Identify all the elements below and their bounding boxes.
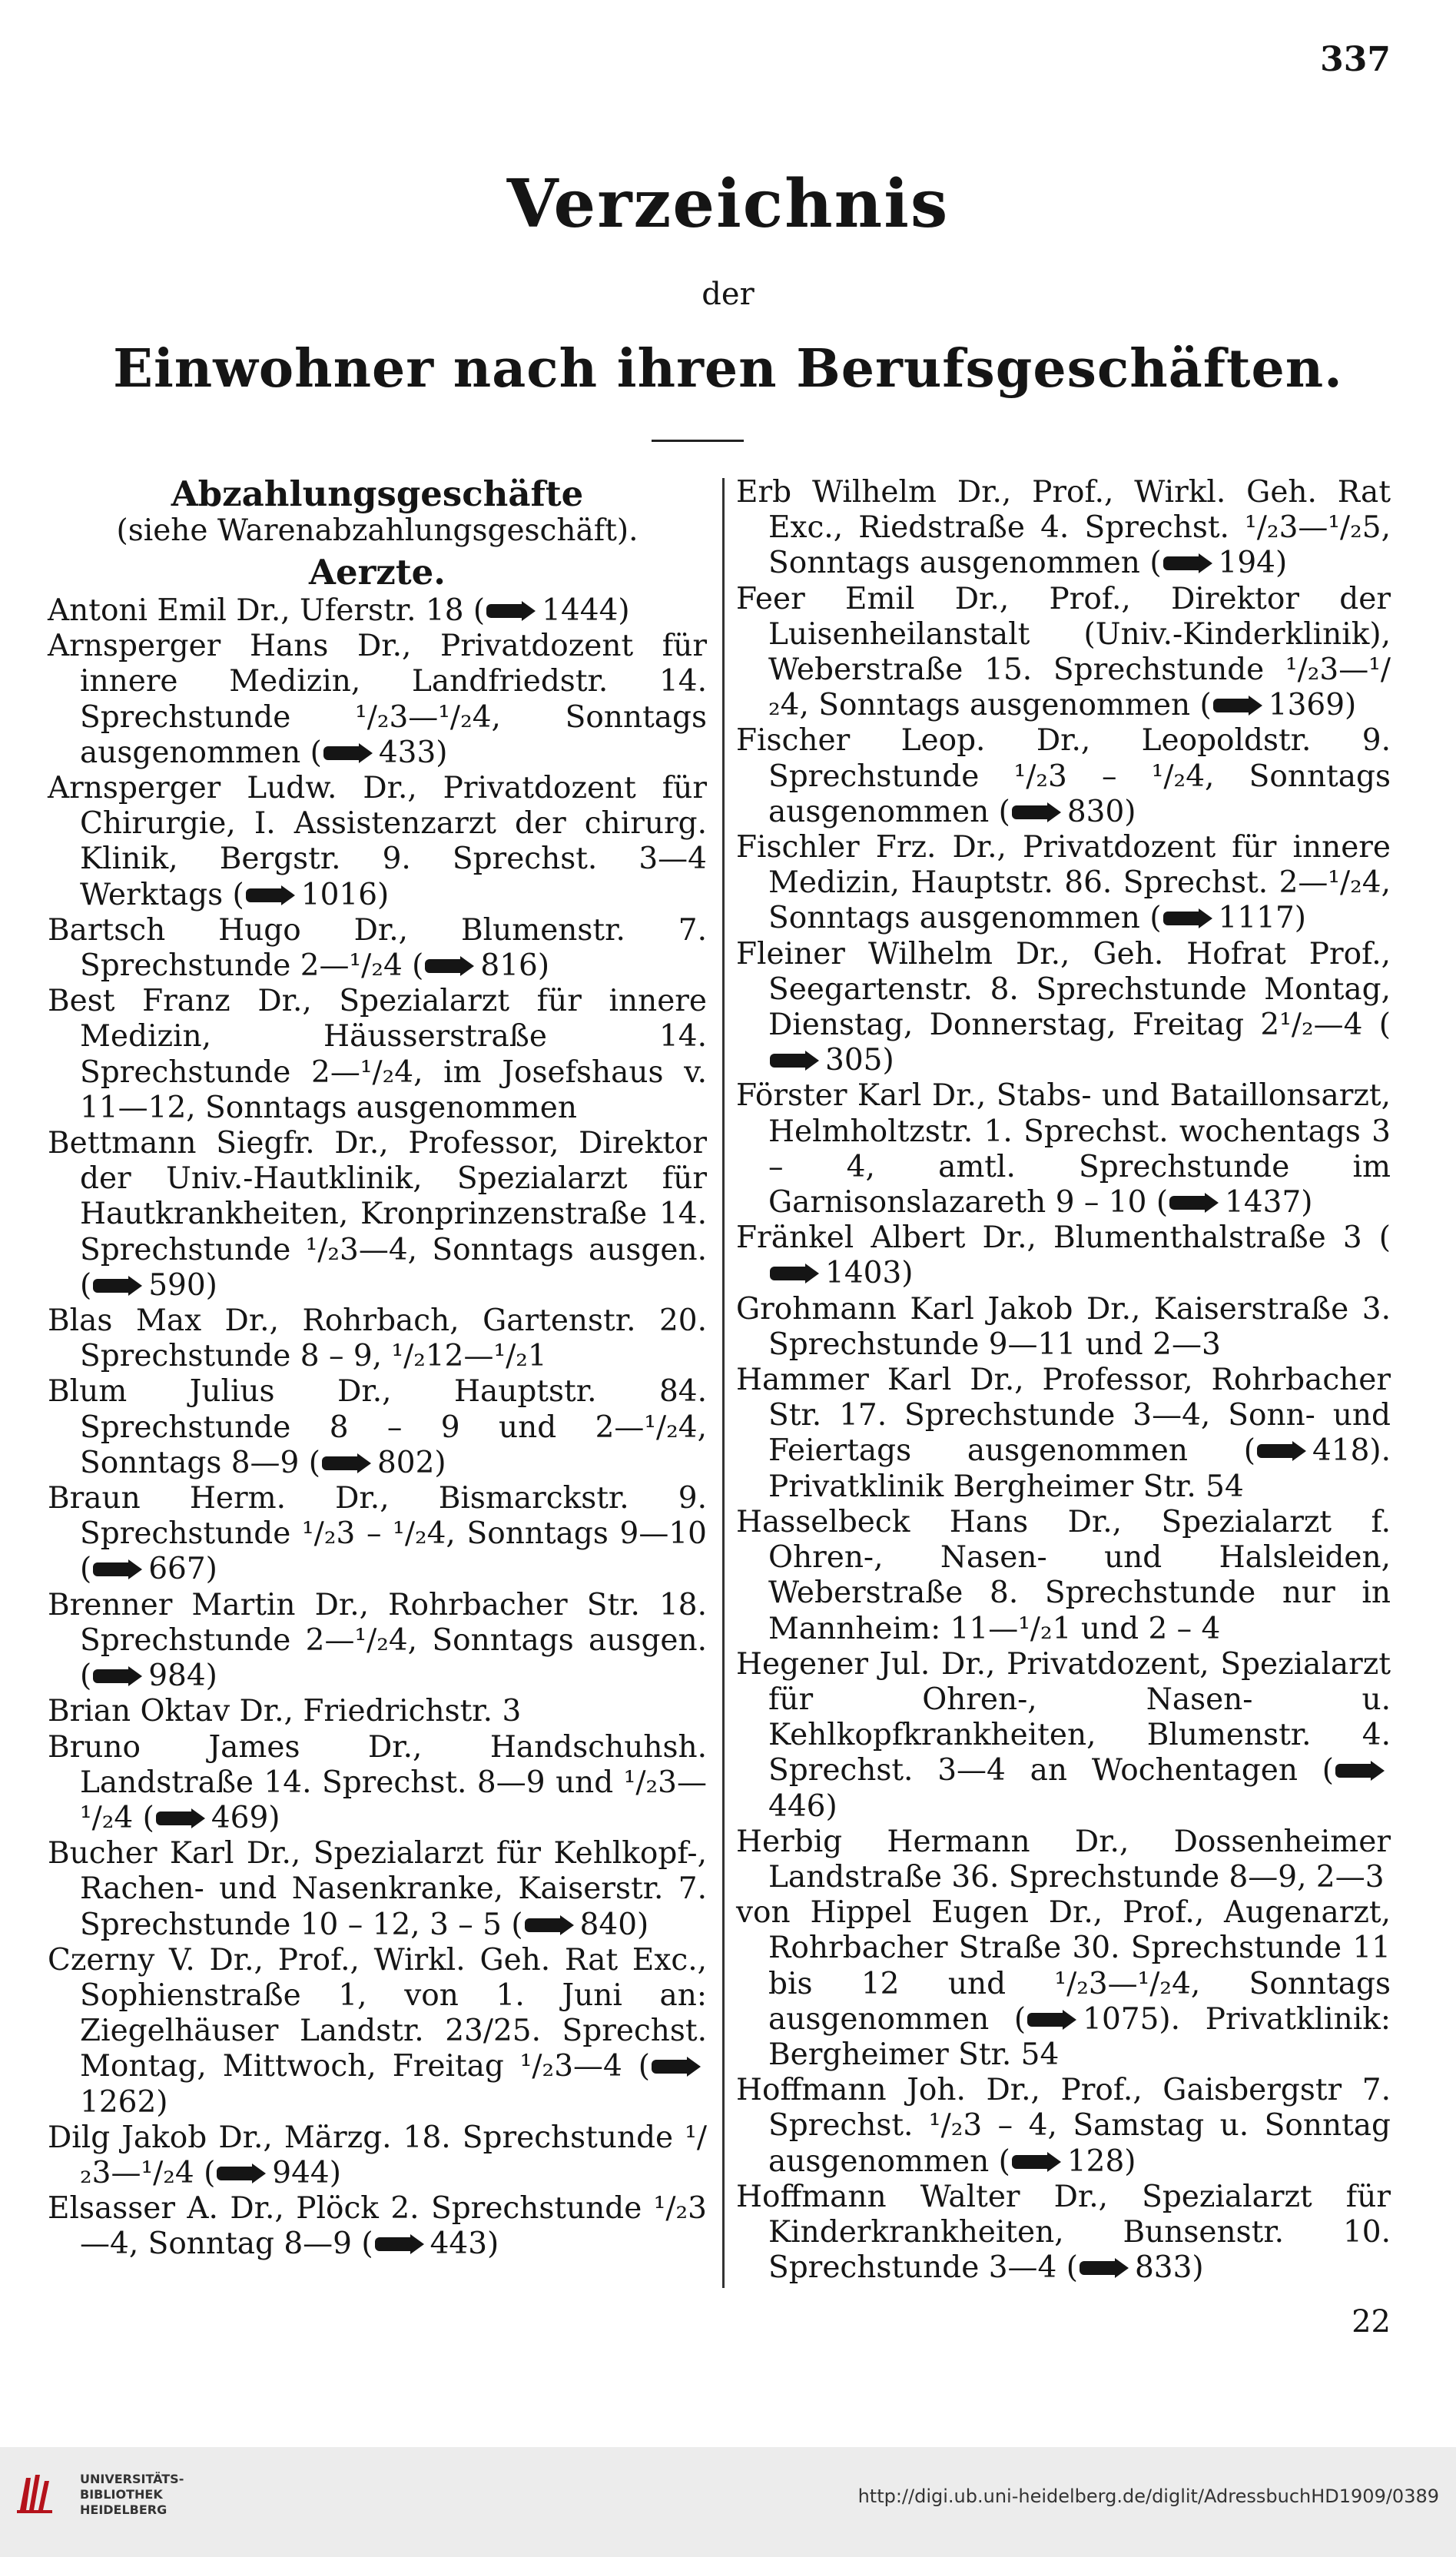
entry-text: Braun Herm. Dr., Bismarckstr. 9. Sprechstunde ¹/₂3 – ¹/₂4, Sonntags 9—10 ( [48,1481,707,1587]
entry-phone: 840) [579,1907,649,1942]
telephone-icon [246,884,297,907]
telephone-icon [770,1262,821,1285]
entry-phone: 469) [211,1800,280,1835]
entry-text: Arnsperger Ludw. Dr., Privatdozent für Chirurgie, I. Assistenzarzt der chirurg. Klinik, Bergstr. 9. Sprechst. 3—4 Werktags ( [48,771,707,912]
library-footer [0,2447,1456,2557]
entry-phone: 1117) [1218,901,1307,936]
entry-phone: 446) [768,1788,837,1824]
telephone-icon [1012,2150,1063,2173]
telephone-icon [770,1049,821,1072]
library-name-line: BIBLIOTHEK [80,2487,163,2502]
entry-text: Dilg Jakob Dr., Märzg. 18. Sprechstunde ¹/₂3—¹/₂4 ( [48,2120,707,2190]
entry-text: Blas Max Dr., Rohrbach, Gartenstr. 20. Sprechstunde 8 – 9, ¹/₂12—¹/₂1 [48,1303,707,1374]
entry-text: von Hippel Eugen Dr., Prof., Augenarzt, Rohrbacher Straße 30. Sprechstunde 11 bis 12 und ¹/₂3—¹/₂4, Sonntags ausgenommen ( [736,1895,1391,2037]
directory-entry [48,593,707,629]
entry-text: Herbig Hermann Dr., Dossenheimer Landstraße 36. Sprechstunde 8—9, 2—3 [736,1824,1391,1895]
directory-entry [736,2180,1391,2286]
entry-text: Arnsperger Hans Dr., Privatdozent für innere Medizin, Landfriedstr. 14. Sprechstunde ¹/₂3—¹/₂4, Sonntags ausgenommen ( [48,629,707,770]
entry-phone: 816) [480,948,550,984]
entry-phone: 1262) [80,2084,168,2120]
left-entry-list [48,593,707,2263]
entry-text: Hoffmann Joh. Dr., Prof., Gaisbergstr 7. Sprechst. ¹/₂3 – 4, Samstag u. Sonntag ausgenommen ( [736,2073,1391,2179]
directory-entry [48,1481,707,1588]
directory-entry [48,629,707,771]
entry-phone: 830) [1066,794,1136,829]
left-column [48,475,707,2263]
directory-entry [736,582,1391,724]
directory-entry [736,1895,1391,2073]
directory-entry [736,1078,1391,1220]
library-name-line: UNIVERSITÄTS- [80,2472,184,2486]
directory-entry [48,913,707,984]
title-connector: der [701,277,755,312]
telephone-icon [1012,801,1063,824]
entry-text: Fränkel Albert Dr., Blumenthalstraße 3 ( [736,1220,1391,1256]
directory-entry [736,1292,1391,1363]
entry-text: Brian Oktav Dr., Friedrichstr. 3 [48,1694,522,1729]
directory-entry [48,2191,707,2262]
entry-text: Hoffmann Walter Dr., Spezialarzt für Kinderkrankheiten, Bunsenstr. 10. Sprechstunde 3—4 ( [736,2179,1391,2286]
right-column [736,475,1391,2286]
entry-phone: 305) [825,1043,894,1078]
entry-phone: 944) [272,2155,341,2190]
telephone-icon [217,2162,267,2185]
telephone-icon [93,1274,144,1297]
directory-entry [736,1647,1391,1825]
entry-text: Hammer Karl Dr., Professor, Rohrbacher Str. 17. Sprechstunde 3—4, Sonn- und Feiertags ausgenommen ( [736,1363,1391,1469]
entry-text: Fleiner Wilhelm Dr., Geh. Hofrat Prof., Seegartenstr. 8. Sprechstunde Montag, Dienstag, Donnerstag, Freitag 2¹/₂—4 ( [736,936,1391,1043]
library-name-line: HEIDELBERG [80,2502,167,2517]
entry-text: Blum Julius Dr., Hauptstr. 84. Sprechstunde 8 – 9 und 2—¹/₂4, Sonntags 8—9 ( [48,1374,707,1480]
entry-text: Bucher Karl Dr., Spezialarzt für Kehlkopf-, Rachen- und Nasenkranke, Kaiserstr. 7. Sprechstunde 10 – 12, 3 – 5 ( [48,1836,707,1942]
directory-entry [48,1374,707,1481]
telephone-icon [323,742,374,765]
section-heading-aerzte: Aerzte. [309,552,446,593]
directory-entry [736,1825,1391,1895]
directory-entry [48,1126,707,1303]
page-subtitle: Einwohner nach ihren Berufsgeschäften. [113,338,1343,400]
entry-phone: 1016) [300,877,390,912]
source-url-link[interactable]: http://digi.ub.uni-heidelberg.de/diglit/AdressbuchHD1909/0389 [857,2486,1439,2507]
library-name [80,2472,184,2518]
directory-entry [736,830,1391,937]
entry-text: Fischler Frz. Dr., Privatdozent für innere Medizin, Hauptstr. 86. Sprechst. 2—¹/₂4, Sonntags ausgenommen ( [736,830,1391,936]
entry-phone: 418). Privatklinik Bergheimer Str. 54 [768,1433,1391,1504]
entry-text: Erb Wilhelm Dr., Prof., Wirkl. Geh. Rat Exc., Riedstraße 4. Sprechst. ¹/₂3—¹/₂5, Sonntags ausgenommen ( [736,475,1391,581]
telephone-icon [156,1807,207,1830]
entry-phone: 833) [1134,2250,1204,2286]
page-title: Verzeichnis [506,165,950,243]
directory-entry [736,1363,1391,1505]
entry-text: Best Franz Dr., Spezialarzt für innere Medizin, Häusserstraße 14. Sprechstunde 2—¹/₂4, im Josefshaus v. 11—12, Sonntags ausgenommen [48,984,707,1125]
telephone-icon [1163,907,1214,930]
telephone-icon [1027,2008,1078,2031]
telephone-icon [652,2055,702,2078]
directory-entry [736,723,1391,830]
entry-phone: 128) [1066,2144,1136,2179]
directory-entry [48,984,707,1126]
entry-phone: 1403) [825,1256,914,1291]
entry-phone: 1444) [542,593,630,628]
section-reference: (siehe Warenabzahlungsgeschäft). [116,513,638,548]
entry-text: Grohmann Karl Jakob Dr., Kaiserstraße 3. Sprechstunde 9—11 und 2—3 [736,1291,1391,1362]
entry-text: Hasselbeck Hans Dr., Spezialarzt f. Ohren-, Nasen- und Halsleiden, Weberstraße 8. Sprechstunde nur in Mannheim: 11—¹/₂1 und 2 – 4 [736,1504,1391,1646]
telephone-icon [1257,1440,1308,1463]
entry-text: Förster Karl Dr., Stabs- und Bataillonsarzt, Helmholtzstr. 1. Sprechst. wochentags 3 – 4, amtl. Sprechstunde im Garnisonslazareth 9 – 10 ( [736,1078,1391,1220]
directory-entry [48,1943,707,2120]
title-rule [652,440,744,442]
directory-entry [48,1730,707,1837]
entry-text: Hegener Jul. Dr., Privatdozent, Spezialarzt für Ohren-, Nasen- u. Kehlkopfkrankheiten, Blumenstr. 4. Sprechst. 3—4 an Wochentagen ( [736,1646,1391,1788]
column-divider [722,478,725,2288]
entry-phone: 194) [1218,546,1288,581]
telephone-icon [486,599,537,623]
entry-phone: 667) [148,1552,217,1587]
entry-phone: 443) [430,2227,499,2262]
entry-text: Antoni Emil Dr., Uferstr. 18 ( [48,593,486,628]
entry-phone: 802) [376,1445,446,1480]
page-number: 337 [1320,40,1391,79]
directory-entry [48,1303,707,1374]
telephone-icon [322,1452,373,1475]
entry-text: Bartsch Hugo Dr., Blumenstr. 7. Sprechstunde 2—¹/₂4 ( [48,912,707,984]
directory-entry [736,1220,1391,1291]
entry-phone: 590) [148,1267,217,1303]
entry-phone: 1075). Privatklinik: Bergheimer Str. 54 [768,2001,1391,2072]
telephone-icon [375,2233,426,2256]
right-entry-list [736,475,1391,2286]
telephone-icon [1213,694,1264,717]
entry-text: Elsasser A. Dr., Plöck 2. Sprechstunde ¹/₂3—4, Sonntag 8—9 ( [48,2191,707,2262]
directory-entry [48,1694,707,1729]
directory-entry [736,937,1391,1079]
section-heading-abzahlung: Abzahlungsgeschäfte [171,473,584,514]
directory-entry [48,1836,707,1943]
telephone-icon [425,955,476,978]
telephone-icon [1335,1759,1386,1782]
directory-entry [736,2073,1391,2180]
entry-text: Feer Emil Dr., Prof., Direktor der Luisenheilanstalt (Univ.-Kinderklinik), Weberstraße 15. Sprechstunde ¹/₂3—¹/₂4, Sonntags ausgenommen ( [736,581,1391,723]
telephone-icon [1169,1191,1220,1214]
telephone-icon [1080,2256,1130,2280]
directory-entry [736,1505,1391,1647]
entry-text: Fischer Leop. Dr., Leopoldstr. 9. Sprechstunde ¹/₂3 – ¹/₂4, Sonntags ausgenommen ( [736,723,1391,829]
entry-phone: 433) [378,735,448,770]
sheet-signature: 22 [1352,2304,1391,2339]
directory-entry [736,475,1391,582]
telephone-icon [93,1665,144,1688]
entry-phone: 984) [148,1659,217,1694]
library-logo-icon [15,2470,55,2515]
entry-text: Bettmann Siegfr. Dr., Professor, Direktor der Univ.-Hautklinik, Spezialarzt für Hautkrankheiten, Kronprinzenstraße 14. Sprechstunde ¹/₂3—4, Sonntags ausgen. ( [48,1126,707,1303]
directory-entry [48,2120,707,2191]
telephone-icon [1163,552,1214,575]
directory-entry [48,1588,707,1695]
directory-entry [48,771,707,913]
entry-text: Czerny V. Dr., Prof., Wirkl. Geh. Rat Exc., Sophienstraße 1, von 1. Juni an: Ziegelhäuser Landstr. 23/25. Sprechst. Montag, Mittwoch, Freitag ¹/₂3—4 ( [48,1942,707,2084]
entry-phone: 1369) [1268,688,1357,723]
entry-phone: 1437) [1225,1185,1313,1220]
entry-text: Bruno James Dr., Handschuhsh. Landstraße 14. Sprechst. 8—9 und ¹/₂3—¹/₂4 ( [48,1729,707,1835]
telephone-icon [525,1914,575,1937]
telephone-icon [93,1558,144,1581]
entry-text: Brenner Martin Dr., Rohrbacher Str. 18. Sprechstunde 2—¹/₂4, Sonntags ausgen. ( [48,1587,707,1694]
